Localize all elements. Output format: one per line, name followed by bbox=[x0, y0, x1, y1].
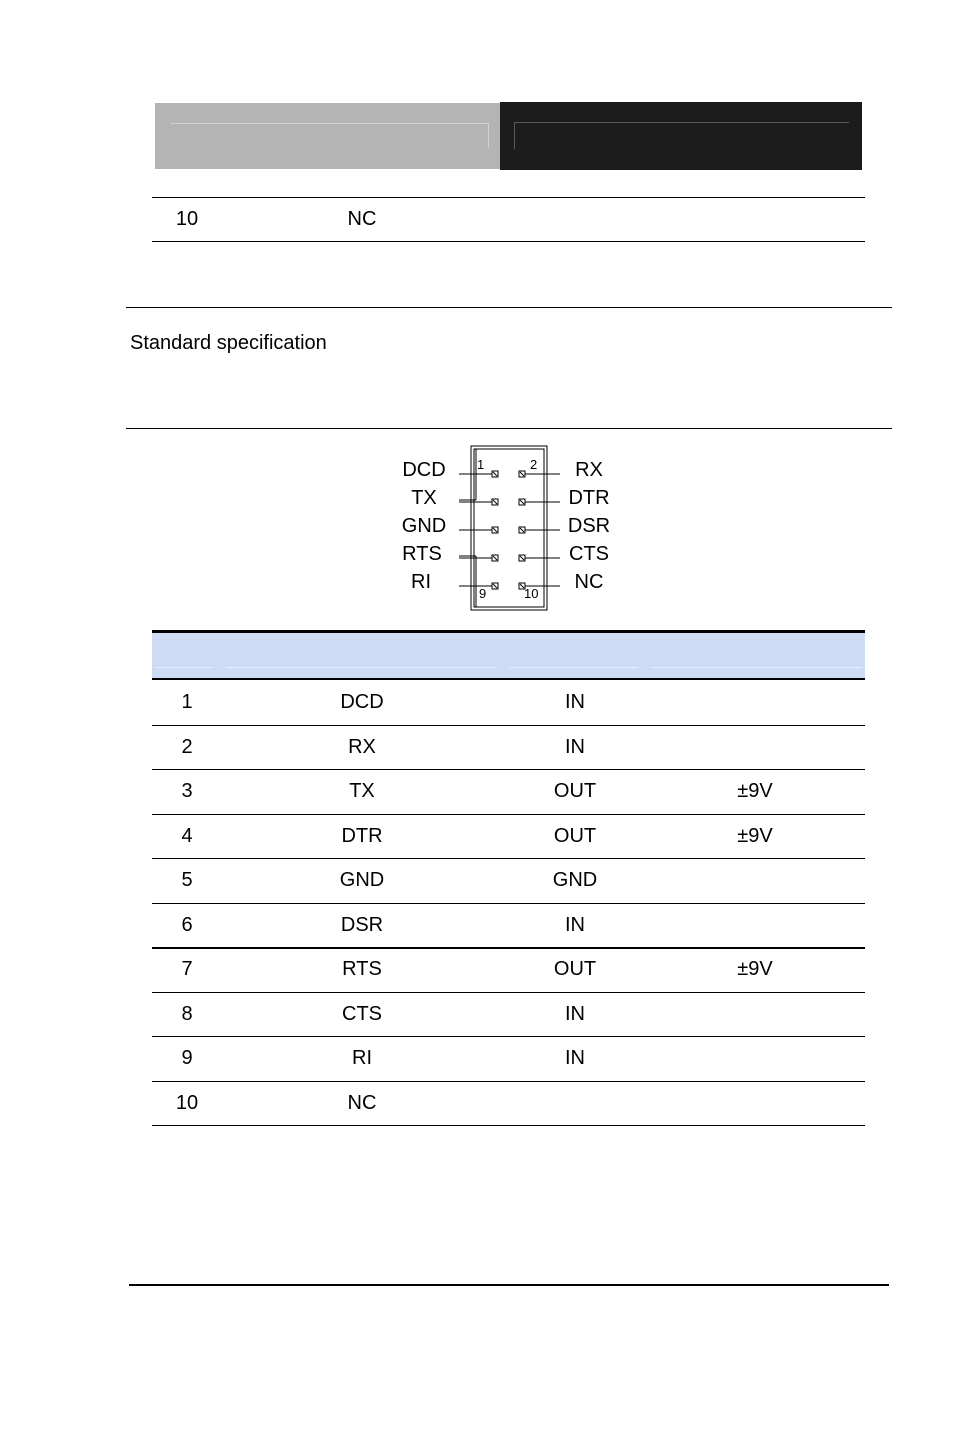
pin-cell: 9 bbox=[181, 1047, 193, 1069]
type-cell: IN bbox=[565, 913, 585, 936]
type-cell: OUT bbox=[553, 824, 597, 847]
pin-cell: 1 bbox=[181, 691, 193, 713]
pin-cell: 3 bbox=[181, 780, 193, 802]
table-rule bbox=[152, 903, 865, 904]
signal-cell: CTS bbox=[342, 1002, 382, 1025]
connector-pin-mark bbox=[520, 528, 524, 532]
section-divider bbox=[126, 428, 892, 429]
signal-cell: RI bbox=[352, 1047, 372, 1069]
pin-label-dcd: DCD bbox=[402, 459, 446, 481]
pin-label-cts: CTS bbox=[569, 543, 609, 565]
pin-cell: 4 bbox=[181, 824, 193, 847]
table-rule bbox=[152, 858, 865, 859]
signal-cell: RX bbox=[348, 735, 376, 758]
type-cell: OUT bbox=[553, 780, 597, 802]
signal-cell: DSR bbox=[340, 913, 384, 936]
pin-label-tx: TX bbox=[411, 487, 437, 509]
pin-cell: 6 bbox=[181, 913, 193, 936]
level-cell: ±9V bbox=[737, 958, 773, 980]
table-rule bbox=[152, 725, 865, 726]
level-cell: ±9V bbox=[737, 780, 773, 802]
table-rule bbox=[152, 197, 865, 198]
pin-number-9: 9 bbox=[479, 586, 487, 601]
type-cell: IN bbox=[565, 735, 585, 758]
footer-rule bbox=[129, 1284, 889, 1286]
table-rule bbox=[152, 992, 865, 993]
pin-cell: 10 bbox=[175, 1091, 199, 1114]
pin-cell: 5 bbox=[181, 869, 193, 891]
type-cell: IN bbox=[565, 1047, 585, 1069]
pin-cell: 2 bbox=[181, 735, 193, 758]
table-rule bbox=[152, 1081, 865, 1082]
table-rule bbox=[152, 814, 865, 815]
connector-pin-mark bbox=[520, 472, 524, 476]
type-cell: OUT bbox=[553, 958, 597, 980]
table-rule bbox=[152, 1036, 865, 1037]
pin-number-2: 2 bbox=[530, 457, 538, 472]
pin-cell: 7 bbox=[181, 958, 193, 980]
pin-label-dsr: DSR bbox=[567, 515, 611, 537]
connector-pin-mark bbox=[493, 528, 497, 532]
pin-label-rx: RX bbox=[575, 459, 603, 481]
pin-label-gnd: GND bbox=[401, 515, 447, 537]
table-rule bbox=[152, 1125, 865, 1126]
pin-cell: 10 bbox=[175, 208, 199, 230]
table-rule bbox=[152, 678, 865, 680]
pin-number-1: 1 bbox=[477, 457, 485, 472]
pin-number-10: 10 bbox=[524, 586, 539, 601]
connector-pin-mark bbox=[520, 500, 524, 504]
pin-label-rts: RTS bbox=[402, 543, 442, 565]
connector-pin-mark bbox=[493, 584, 497, 588]
table-rule bbox=[152, 947, 865, 949]
table-rule bbox=[152, 241, 865, 242]
table-rule bbox=[152, 769, 865, 770]
signal-cell: GND bbox=[339, 869, 385, 891]
section-divider bbox=[126, 307, 892, 308]
connector-pin-mark bbox=[493, 556, 497, 560]
type-cell: IN bbox=[565, 1002, 585, 1025]
signal-cell: NC bbox=[347, 1091, 377, 1114]
signal-cell: DCD bbox=[340, 691, 384, 713]
spec-text: Standard specification bbox=[130, 332, 327, 354]
pin-label-nc: NC bbox=[574, 571, 604, 593]
connector-pin-mark bbox=[493, 472, 497, 476]
signal-cell: RTS bbox=[342, 958, 382, 980]
pin-cell: 8 bbox=[181, 1002, 193, 1025]
table-header bbox=[152, 630, 865, 678]
pin-label-dtr: DTR bbox=[568, 487, 610, 509]
connector-pin-mark bbox=[493, 500, 497, 504]
signal-cell: TX bbox=[349, 780, 375, 802]
type-cell: GND bbox=[552, 869, 598, 891]
connector-pin-mark bbox=[520, 556, 524, 560]
signal-cell: DTR bbox=[341, 824, 383, 847]
type-cell: IN bbox=[565, 691, 585, 713]
pin-label-ri: RI bbox=[411, 571, 431, 593]
signal-cell: NC bbox=[347, 208, 377, 230]
header-banner-left bbox=[155, 103, 500, 169]
level-cell: ±9V bbox=[737, 824, 773, 847]
connector-inner-frame bbox=[474, 449, 544, 607]
header-banner-right bbox=[500, 102, 862, 170]
